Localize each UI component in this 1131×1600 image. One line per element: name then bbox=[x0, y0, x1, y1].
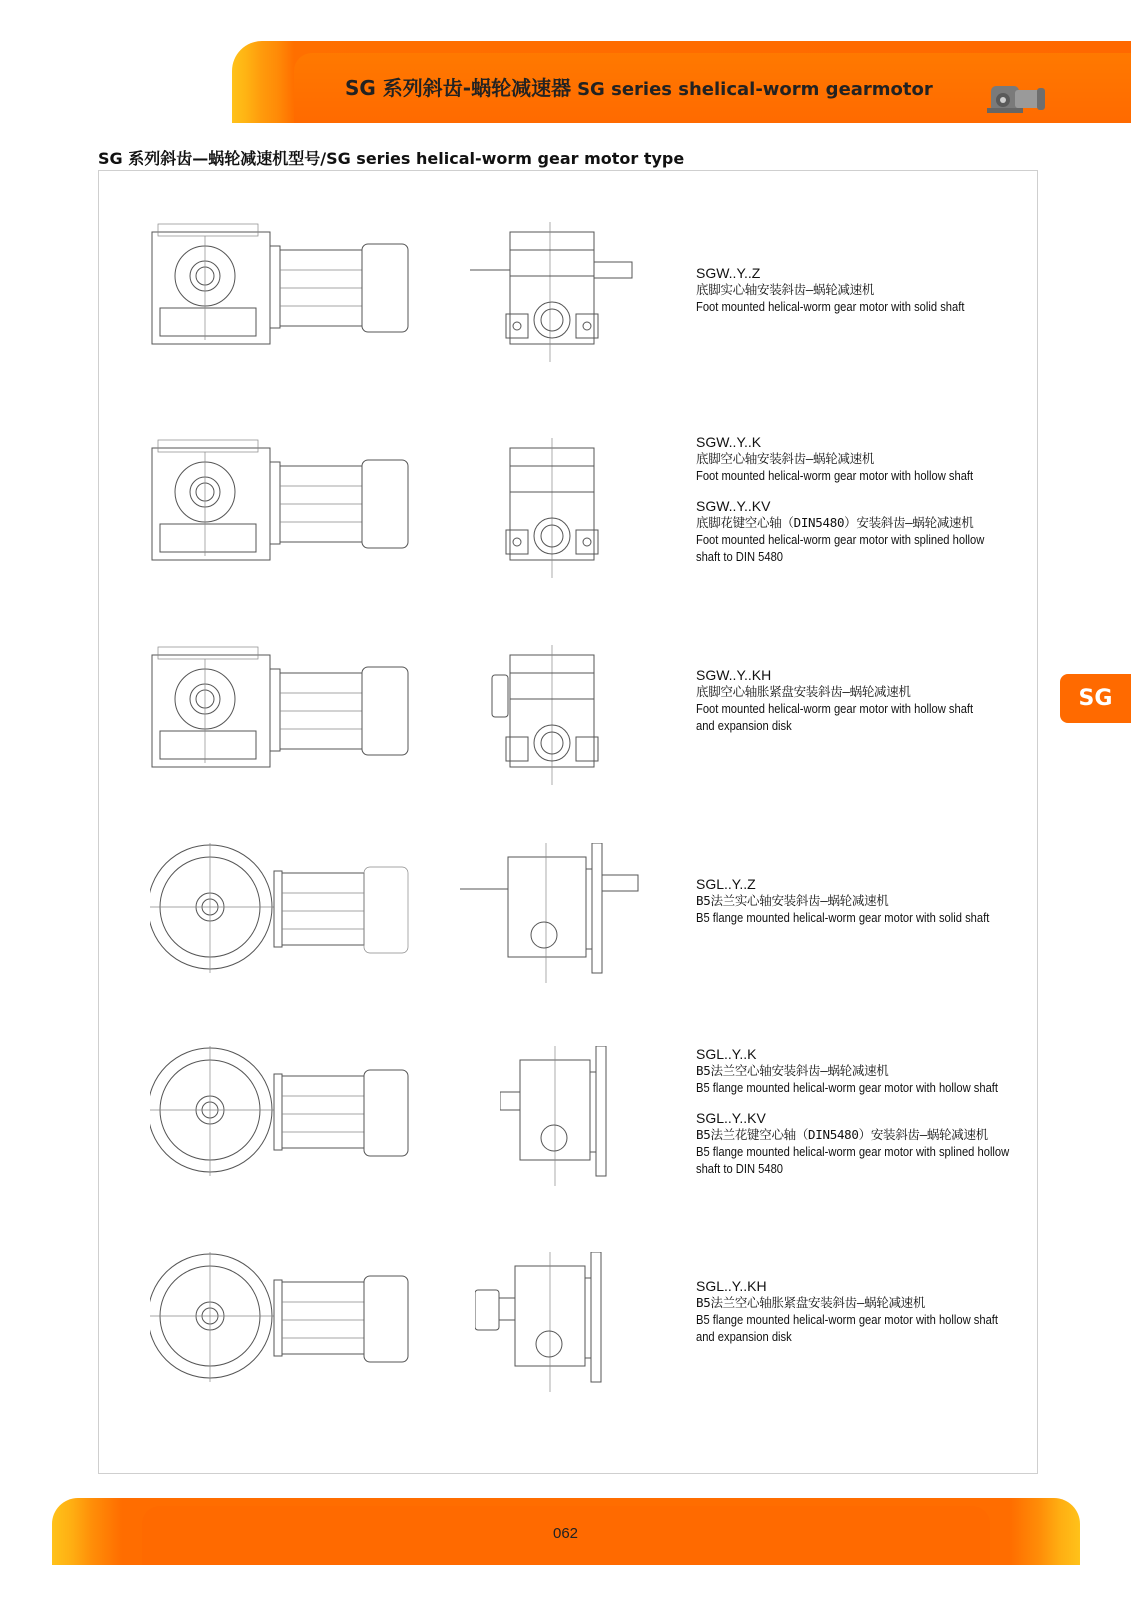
model-row-sgl-z bbox=[0, 843, 1131, 1023]
flange-gearmotor-front-drawing bbox=[475, 1252, 620, 1392]
flange-gearmotor-side-drawing bbox=[150, 1252, 412, 1392]
model-code: SGL..Y..K bbox=[696, 1046, 757, 1062]
model-desc-en: B5 flange mounted helical-worm gear motor with hollow shaft bbox=[696, 1080, 999, 1095]
model-desc-en-line2: shaft to DIN 5480 bbox=[696, 549, 784, 564]
flange-gearmotor-front-drawing bbox=[460, 843, 650, 983]
gearmotor-logo-icon bbox=[985, 78, 1049, 118]
model-code: SGW..Y..Z bbox=[696, 265, 761, 281]
model-row-sgl-k-kv bbox=[0, 1046, 1131, 1226]
model-desc-cn: 底脚空心轴胀紧盘安装斜齿—蜗轮减速机 bbox=[696, 684, 911, 699]
foot-gearmotor-front-drawing bbox=[470, 222, 640, 362]
sg-section-tab[interactable] bbox=[1060, 674, 1131, 723]
header-title-cn: SG 系列斜齿-蜗轮减速器 bbox=[345, 76, 572, 100]
model-text-block bbox=[696, 667, 1036, 734]
model-desc-cn: 底脚实心轴安装斜齿—蜗轮减速机 bbox=[696, 282, 875, 297]
model-text-block bbox=[696, 1278, 1036, 1345]
model-row-sgw-k-kv bbox=[0, 434, 1131, 618]
model-code: SGL..Y..Z bbox=[696, 876, 756, 892]
model-text-block bbox=[696, 434, 1036, 565]
model-code: SGW..Y..KV bbox=[696, 498, 771, 514]
flange-gearmotor-side-drawing bbox=[150, 1046, 412, 1186]
model-desc-cn: B5法兰花键空心轴（DIN5480）安装斜齿—蜗轮减速机 bbox=[696, 1127, 988, 1142]
flange-gearmotor-front-drawing bbox=[500, 1046, 620, 1186]
model-desc-en-line2: and expansion disk bbox=[696, 1329, 792, 1344]
model-desc-cn: 底脚空心轴安装斜齿—蜗轮减速机 bbox=[696, 451, 875, 466]
model-text-block bbox=[696, 876, 1036, 926]
model-desc-cn: 底脚花键空心轴（DIN5480）安装斜齿—蜗轮减速机 bbox=[696, 515, 974, 530]
model-desc-cn: B5法兰空心轴安装斜齿—蜗轮减速机 bbox=[696, 1063, 889, 1078]
flange-gearmotor-side-drawing bbox=[150, 843, 412, 983]
model-desc-en: Foot mounted helical-worm gear motor with hollow shaft bbox=[696, 701, 974, 716]
model-row-sgw-z bbox=[0, 222, 1131, 402]
model-code: SGL..Y..KH bbox=[696, 1278, 767, 1294]
model-desc-en: B5 flange mounted helical-worm gear motor with solid shaft bbox=[696, 910, 990, 925]
model-code: SGW..Y..K bbox=[696, 434, 762, 450]
foot-gearmotor-front-drawing bbox=[500, 438, 610, 578]
model-desc-en-line2: and expansion disk bbox=[696, 718, 792, 733]
header-title bbox=[345, 72, 933, 101]
foot-gearmotor-front-drawing bbox=[490, 645, 610, 785]
sg-section-tab-label: SG bbox=[1078, 686, 1113, 711]
model-code: SGL..Y..KV bbox=[696, 1110, 766, 1126]
model-desc-cn: B5法兰空心轴胀紧盘安装斜齿—蜗轮减速机 bbox=[696, 1295, 926, 1310]
model-text-block bbox=[696, 265, 1036, 315]
model-row-sgw-kh bbox=[0, 645, 1131, 825]
foot-gearmotor-side-drawing bbox=[150, 645, 412, 785]
model-desc-en: B5 flange mounted helical-worm gear motor with hollow shaft bbox=[696, 1312, 999, 1327]
foot-gearmotor-side-drawing bbox=[150, 438, 412, 578]
model-code: SGW..Y..KH bbox=[696, 667, 772, 683]
model-row-sgl-kh bbox=[0, 1252, 1131, 1432]
model-desc-en: Foot mounted helical-worm gear motor with hollow shaft bbox=[696, 468, 974, 483]
model-desc-en-line2: shaft to DIN 5480 bbox=[696, 1161, 784, 1176]
foot-gearmotor-side-drawing bbox=[150, 222, 412, 362]
model-desc-en: B5 flange mounted helical-worm gear motor with splined hollow bbox=[696, 1144, 1010, 1159]
model-desc-en: Foot mounted helical-worm gear motor with solid shaft bbox=[696, 299, 965, 314]
model-text-block bbox=[696, 1046, 1036, 1177]
header-title-en: SG series shelical-worm gearmotor bbox=[577, 79, 933, 100]
model-desc-en: Foot mounted helical-worm gear motor with splined hollow bbox=[696, 532, 985, 547]
page-number: 062 bbox=[552, 1525, 579, 1542]
section-title: SG 系列斜齿—蜗轮减速机型号/SG series helical-worm gear motor type bbox=[98, 149, 685, 168]
model-desc-cn: B5法兰实心轴安装斜齿—蜗轮减速机 bbox=[696, 893, 889, 908]
